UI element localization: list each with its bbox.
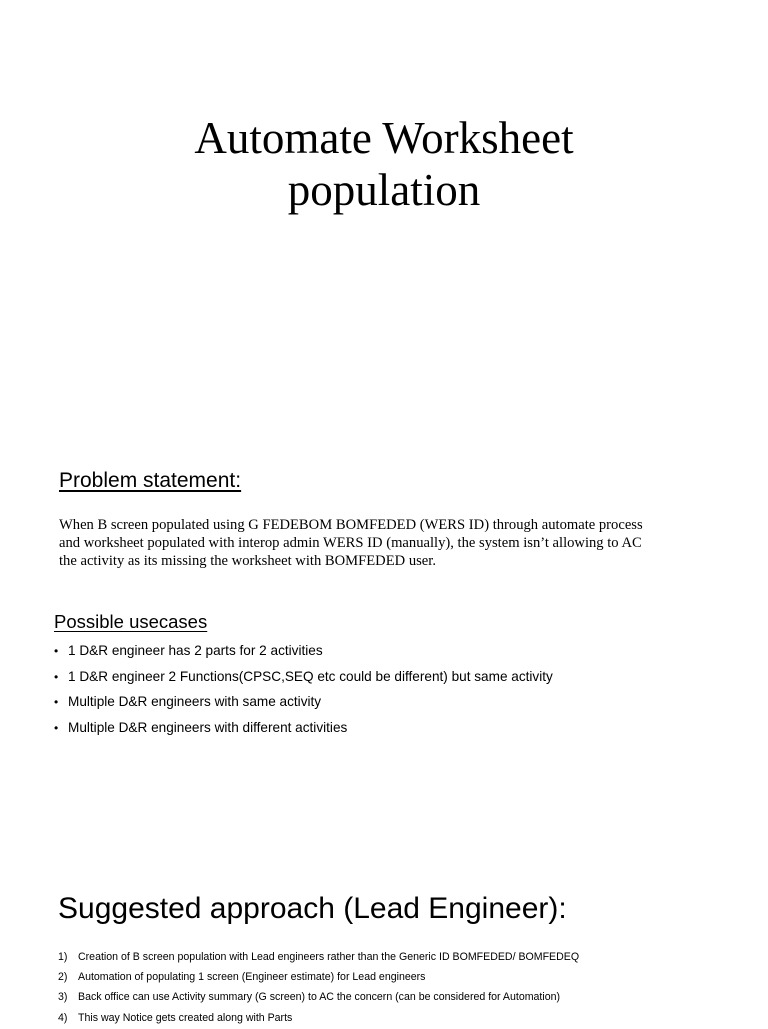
usecase-list [54, 640, 553, 742]
usecase-text: 1 D&R engineer 2 Functions(CPSC,SEQ etc could be different) but same activity [68, 668, 553, 684]
list-item [54, 717, 553, 743]
usecase-text: 1 D&R engineer has 2 parts for 2 activities [68, 643, 323, 658]
problem-text-line: When B screen populated using G FEDEBOM BOMFEDED (WERS ID) through automate process [59, 517, 643, 533]
list-number: 3) [58, 991, 68, 1004]
page-title-line-1: Automate Worksheet [194, 113, 574, 163]
problem-text-line: and worksheet populated with interop admin WERS ID (manually), the system isn’t allowing to AC [59, 535, 642, 551]
usecase-text: Multiple D&R engineers with different activities [68, 719, 348, 735]
problem-statement-heading: Problem statement: [59, 469, 242, 492]
page-title-line-2: population [287, 165, 481, 215]
list-item [54, 640, 553, 666]
list-number: 2) [58, 971, 68, 984]
page-title [0, 112, 768, 216]
possible-usecases-heading: Possible usecases [54, 611, 208, 632]
list-item [58, 1009, 579, 1029]
approach-text: This way Notice gets created along with Parts [78, 1011, 293, 1024]
bullet-icon: • [54, 720, 59, 735]
list-item [58, 988, 579, 1008]
list-item [54, 691, 553, 717]
approach-text: Back office can use Activity summary (G screen) to AC the concern (can be considered for Automation) [78, 991, 561, 1004]
list-number: 4) [58, 1011, 68, 1024]
list-number: 1) [58, 951, 68, 963]
bullet-icon: • [54, 669, 59, 684]
approach-text: Automation of populating 1 screen (Engineer estimate) for Lead engineers [78, 971, 426, 984]
list-item [54, 666, 553, 692]
bullet-icon: • [54, 695, 59, 709]
problem-text-line: the activity as its missing the worksheet with BOMFEDED user. [59, 553, 436, 569]
list-item [58, 968, 579, 988]
usecase-text: Multiple D&R engineers with same activity [68, 694, 322, 709]
approach-list [58, 948, 579, 1029]
approach-text: Creation of B screen population with Lead engineers rather than the Generic ID BOMFEDED/ BOMFEDEQ [78, 951, 580, 963]
list-item [58, 948, 579, 968]
bullet-icon: • [54, 644, 59, 658]
problem-statement-text [59, 516, 719, 570]
suggested-approach-heading: Suggested approach (Lead Engineer): [58, 892, 567, 925]
